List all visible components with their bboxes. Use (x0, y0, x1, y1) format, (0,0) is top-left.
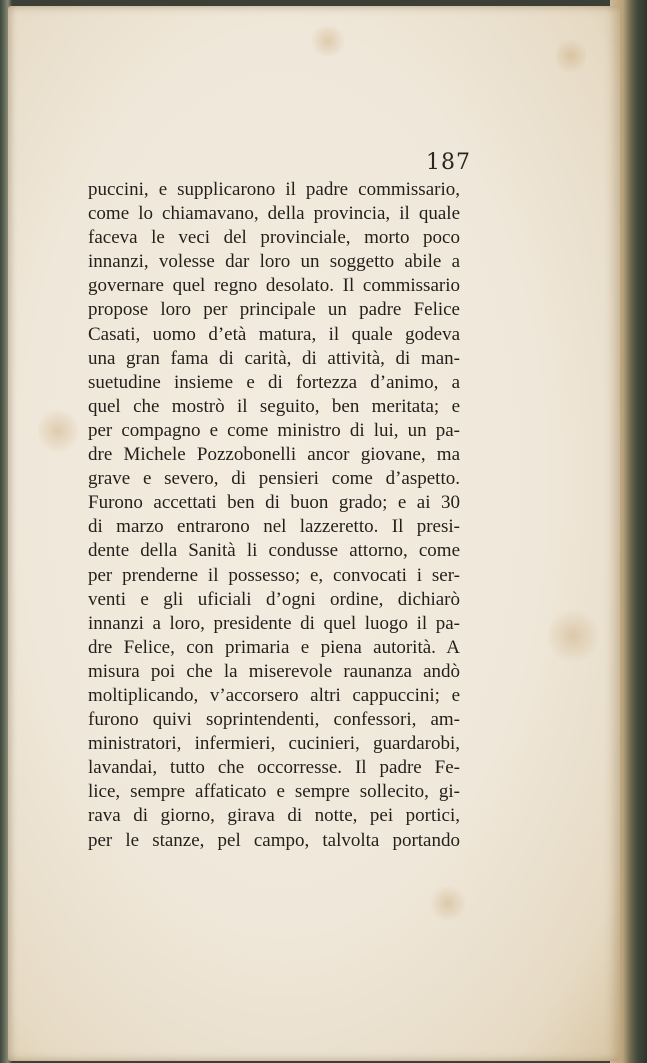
text-line: grave e severo, di pensieri come d’aspetto. (88, 468, 460, 490)
text-line: per le stanze, pel campo, talvolta portando (88, 829, 460, 851)
text-line: moltiplicando, v’accorsero altri cappuccini; e (88, 684, 460, 706)
paper-stain (556, 36, 586, 76)
text-line: misura poi che la miserevole raunanza andò (88, 660, 460, 682)
paper-stain (548, 606, 598, 666)
text-line: innanzi a loro, presidente di quel luogo il pa- (88, 612, 460, 634)
text-line: lavandai, tutto che occorresse. Il padre Fe- (88, 757, 460, 779)
text-line: faceva le veci del provinciale, morto poco (88, 227, 460, 249)
text-line: puccini, e supplicarono il padre commissario, (88, 179, 460, 200)
text-line: governare quel regno desolato. Il commissario (88, 275, 460, 297)
text-line: quel che mostrò il seguito, ben meritata; e (88, 395, 460, 417)
text-line: Casati, uomo d’età matura, il quale godeva (88, 323, 460, 345)
text-line: propose loro per principale un padre Felice (88, 299, 460, 321)
page-number: 187 (426, 150, 471, 175)
text-line: venti e gli uficiali d’ogni ordine, dichiarò (88, 588, 460, 610)
text-line: come lo chiamavano, della provincia, il quale (88, 203, 460, 225)
text-line: lice, sempre affaticato e sempre sollecito, gi- (88, 781, 460, 803)
body-text (88, 178, 460, 853)
text-line: dre Felice, con primaria e piena autorità. A (88, 636, 460, 658)
paper-stain (428, 886, 468, 921)
text-line: dente della Sanità li condusse attorno, come (88, 540, 460, 562)
text-line: ministratori, infermieri, cucinieri, guardarobi, (88, 733, 460, 755)
text-line: per compagno e come ministro di lui, un pa- (88, 419, 460, 441)
paper-stain (308, 26, 348, 56)
text-line: rava di giorno, girava di notte, pei portici, (88, 805, 460, 827)
text-line: una gran fama di carità, di attività, di man- (88, 347, 460, 369)
text-line: dre Michele Pozzobonelli ancor giovane, ma (88, 444, 460, 466)
text-line: furono quivi soprintendenti, confessori, am- (88, 709, 460, 731)
paper-stain (38, 406, 78, 456)
text-line: Furono accettati ben di buon grado; e ai 30 (88, 492, 460, 514)
text-line: per prenderne il possesso; e, convocati i ser- (88, 564, 460, 586)
text-line: suetudine insieme e di fortezza d’animo, a (88, 371, 460, 393)
text-line: innanzi, volesse dar loro un soggetto abile a (88, 251, 460, 273)
text-line: di marzo entrarono nel lazzeretto. Il presi- (88, 516, 460, 538)
